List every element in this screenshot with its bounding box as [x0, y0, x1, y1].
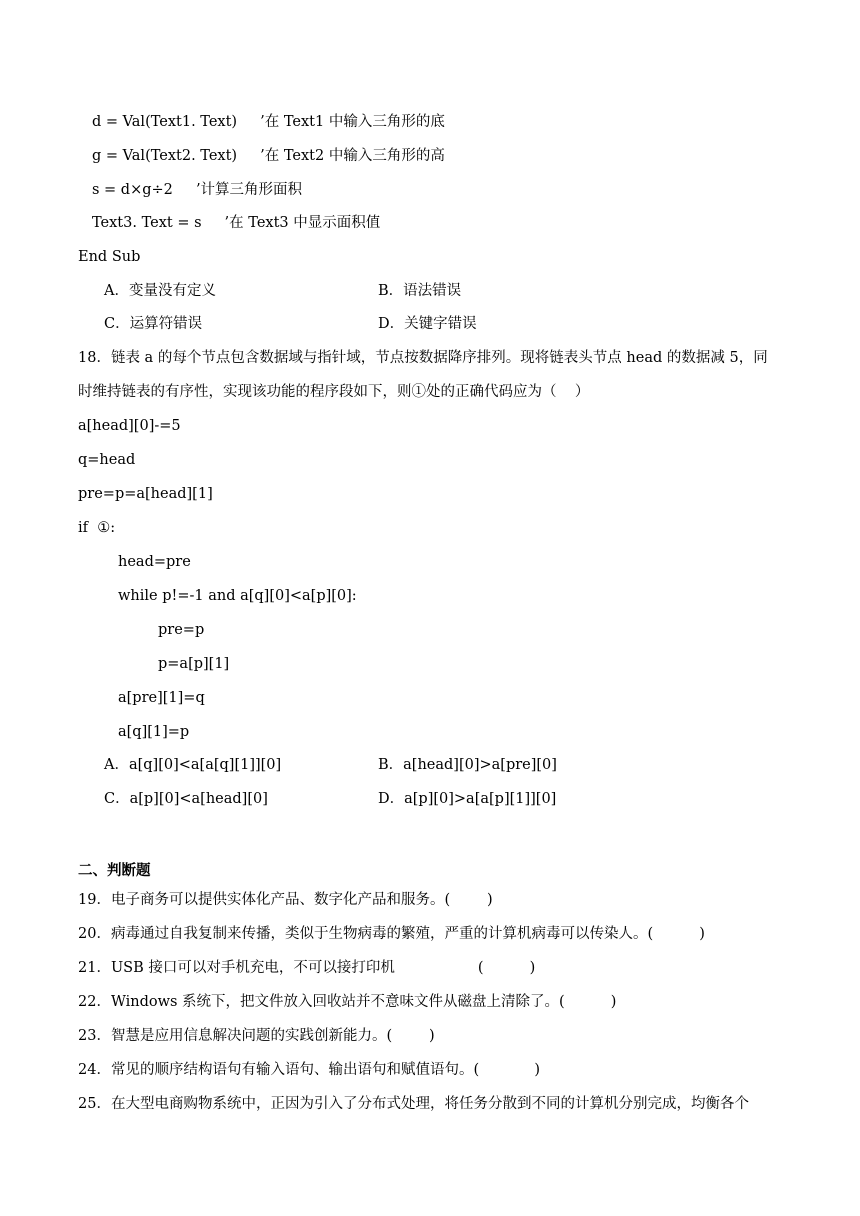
- code-line: g = Val(Text2. Text) ’在 Text2 中输入三角形的高: [92, 148, 445, 164]
- code-line: head=pre: [118, 554, 191, 570]
- option-d: D．关键字错误: [378, 316, 477, 332]
- option-c: C．a[p][0]<a[head][0]: [104, 791, 268, 807]
- option-d: D．a[p][0]>a[a[p][1]][0]: [378, 791, 557, 807]
- code-line: pre=p=a[head][1]: [78, 486, 213, 502]
- question-18-stem: 时维持链表的有序性，实现该功能的程序段如下，则①处的正确代码应为（ ）: [78, 384, 590, 400]
- code-line: q=head: [78, 452, 136, 468]
- code-line: d = Val(Text1. Text) ’在 Text1 中输入三角形的底: [92, 114, 445, 130]
- option-b: B．a[head][0]>a[pre][0]: [378, 757, 557, 773]
- code-line: a[q][1]=p: [118, 724, 190, 740]
- code-line: pre=p: [158, 622, 205, 638]
- judgment-item: 21．USB 接口可以对手机充电，不可以接打印机 ( ): [78, 960, 536, 976]
- code-line: p=a[p][1]: [158, 656, 230, 672]
- code-line: a[head][0]-=5: [78, 418, 181, 434]
- code-line: if ①:: [78, 520, 116, 536]
- judgment-item: 22．Windows 系统下，把文件放入回收站并不意味文件从磁盘上清除了。( ): [78, 994, 617, 1010]
- judgment-item: 24．常见的顺序结构语句有输入语句、输出语句和赋值语句。( ): [78, 1062, 541, 1078]
- option-b: B．语法错误: [378, 283, 462, 299]
- option-c: C．运算符错误: [104, 316, 203, 332]
- judgment-item: 20．病毒通过自我复制来传播，类似于生物病毒的繁殖，严重的计算机病毒可以传染人。( ): [78, 926, 705, 942]
- code-line: a[pre][1]=q: [118, 690, 205, 706]
- code-line: End Sub: [78, 249, 141, 265]
- option-a: A．变量没有定义: [104, 283, 216, 299]
- option-a: A．a[q][0]<a[a[q][1]][0]: [104, 757, 282, 773]
- question-18-stem: 18．链表 a 的每个节点包含数据域与指针域，节点按数据降序排列。现将链表头节点 head 的数据减 5，同: [78, 350, 768, 366]
- code-line: while p!=-1 and a[q][0]<a[p][0]:: [118, 588, 357, 604]
- code-line: Text3. Text = s ’在 Text3 中显示面积值: [92, 215, 381, 231]
- code-line: s = d×g÷2 ’计算三角形面积: [92, 182, 303, 198]
- judgment-item: 25．在大型电商购物系统中，正因为引入了分布式处理，将任务分散到不同的计算机分别完成，均衡各个: [78, 1096, 749, 1112]
- section-heading: 二、判断题: [78, 862, 151, 879]
- judgment-item: 23．智慧是应用信息解决问题的实践创新能力。( ): [78, 1028, 435, 1044]
- judgment-item: 19．电子商务可以提供实体化产品、数字化产品和服务。( ): [78, 892, 493, 908]
